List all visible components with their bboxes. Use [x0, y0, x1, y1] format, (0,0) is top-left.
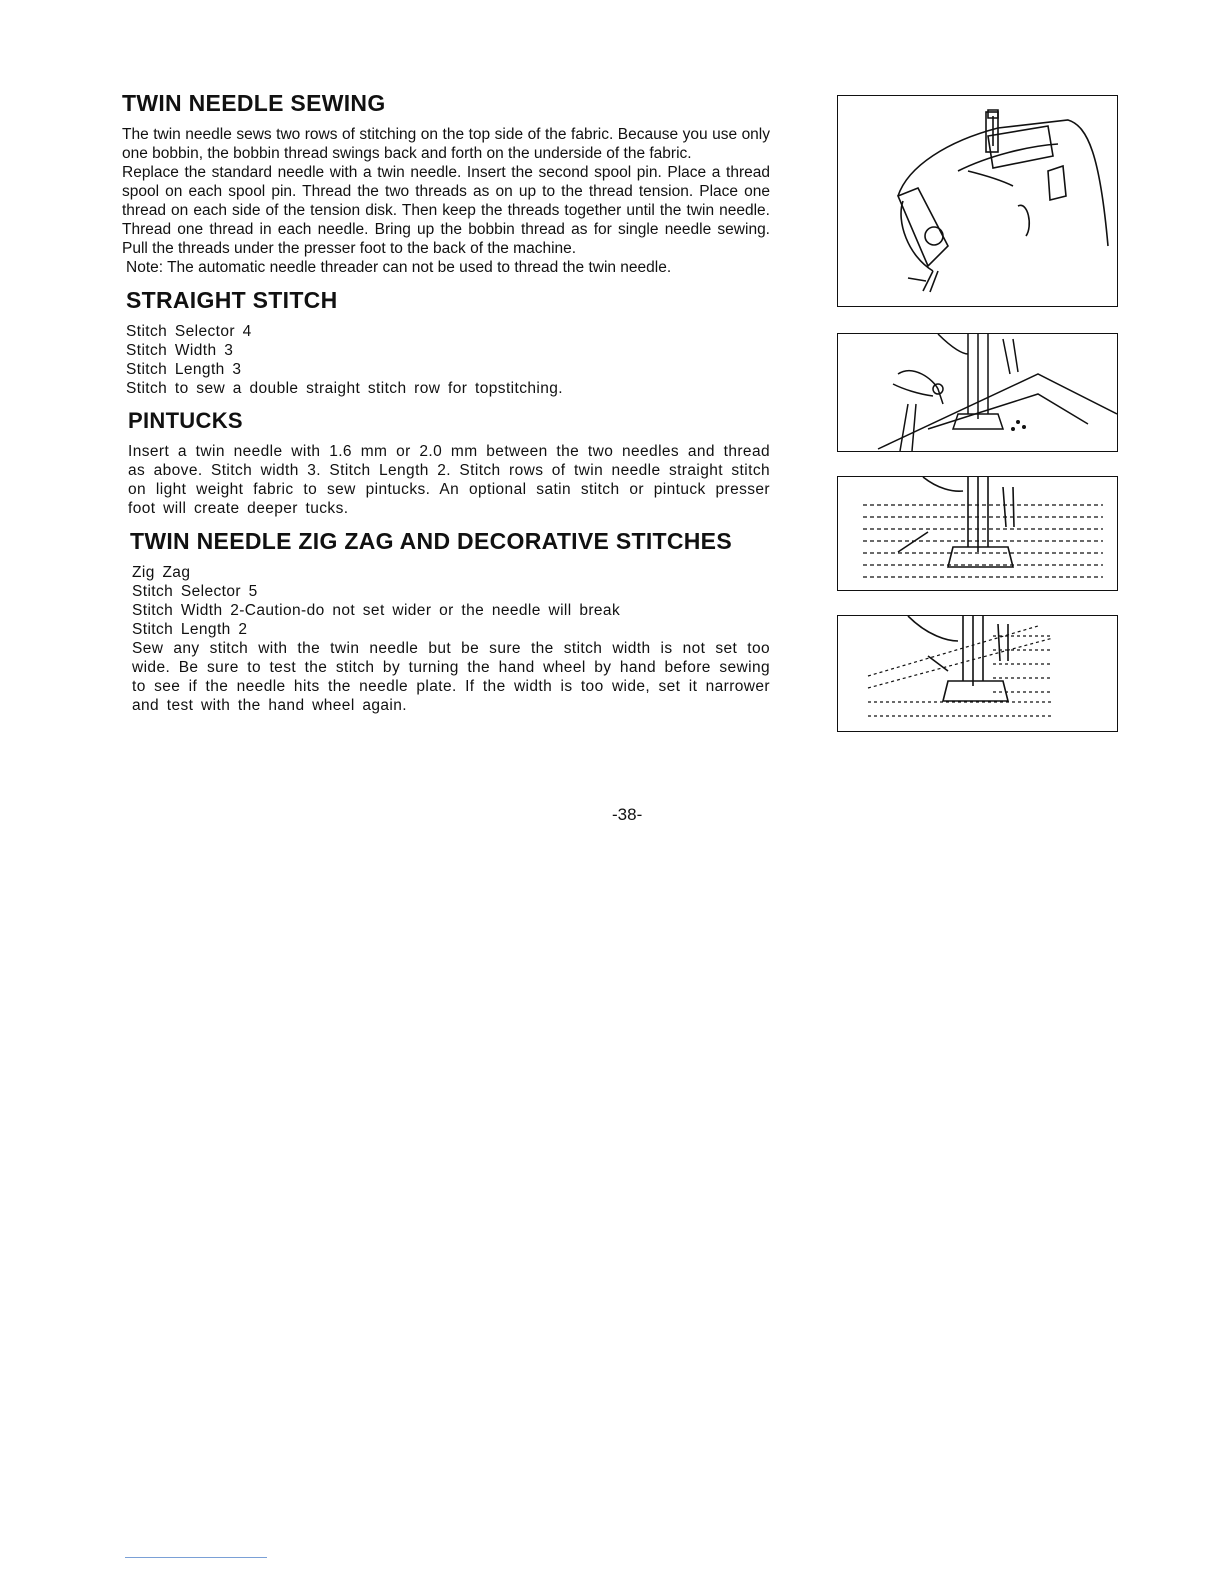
heading-straight-stitch: STRAIGHT STITCH: [126, 287, 338, 313]
straight-line-1: Stitch Selector 4: [126, 323, 252, 340]
pintucks-drawing: [838, 477, 1117, 590]
text-column: [120, 90, 770, 715]
pintucks-text: Insert a twin needle with 1.6 mm or 2.0 mm between the two needles and thread as above. Stitch width 3. Stitch Length 2. Stitch rows of twin needle straight stitch on light weight fabric to sew pintucks. An optional satin stitch or pintuck presser foot will create deeper tucks.: [128, 443, 770, 517]
illustration-threading-twin-needle: [837, 333, 1118, 452]
straight-line-3: Stitch Length 3: [126, 361, 242, 378]
twin-needle-intro: The twin needle sews two rows of stitching on the top side of the fabric. Because you use only one bobbin, the bobbin thread swings back and forth on the underside of the fabric.: [122, 126, 770, 162]
zigzag-line-2: Stitch Selector 5: [132, 583, 258, 600]
footer-rule: [125, 1557, 267, 1558]
heading-twin-needle-sewing: TWIN NEEDLE SEWING: [122, 90, 386, 116]
zigzag-line-4: Stitch Length 2: [132, 621, 248, 638]
illustration-machine-spool-pins: [837, 95, 1118, 307]
heading-twin-needle-zigzag: TWIN NEEDLE ZIG ZAG AND DECORATIVE STITCHES: [130, 528, 732, 554]
zigzag-line-3: Stitch Width 2-Caution-do not set wider or the needle will break: [132, 602, 621, 619]
illustration-pintucks: [837, 476, 1118, 591]
machine-head-drawing: [838, 96, 1117, 306]
twin-needle-note: Note: The automatic needle threader can not be used to thread the twin needle.: [126, 259, 672, 276]
twin-needle-instructions: Replace the standard needle with a twin needle. Insert the second spool pin. Place a thread spool on each spool pin. Thread the two threads as on up to the thread tension. Place one thread on each side of the tension disk. Then keep the threads together until the twin needle. Thread one thread in each needle. Bring up the bobbin thread as for single needle sewing. Pull the threads under the presser foot to the back of the machine.: [122, 164, 770, 257]
zigzag-text: Sew any stitch with the twin needle but be sure the stitch width is not set too wide. Be sure to test the stitch by turning the hand wheel by hand before sewing to see if the needle hits the needle plate. If the width is too wide, set it narrower and test with the hand wheel again.: [132, 640, 770, 714]
page-number: -38-: [612, 805, 643, 824]
zigzag-drawing: [838, 616, 1117, 731]
illustration-twin-needle-zigzag: [837, 615, 1118, 732]
heading-pintucks: PINTUCKS: [128, 408, 243, 433]
straight-line-4: Stitch to sew a double straight stitch row for topstitching.: [126, 380, 563, 397]
straight-line-2: Stitch Width 3: [126, 342, 234, 359]
zigzag-line-1: Zig Zag: [132, 564, 191, 581]
threading-drawing: [838, 334, 1117, 451]
